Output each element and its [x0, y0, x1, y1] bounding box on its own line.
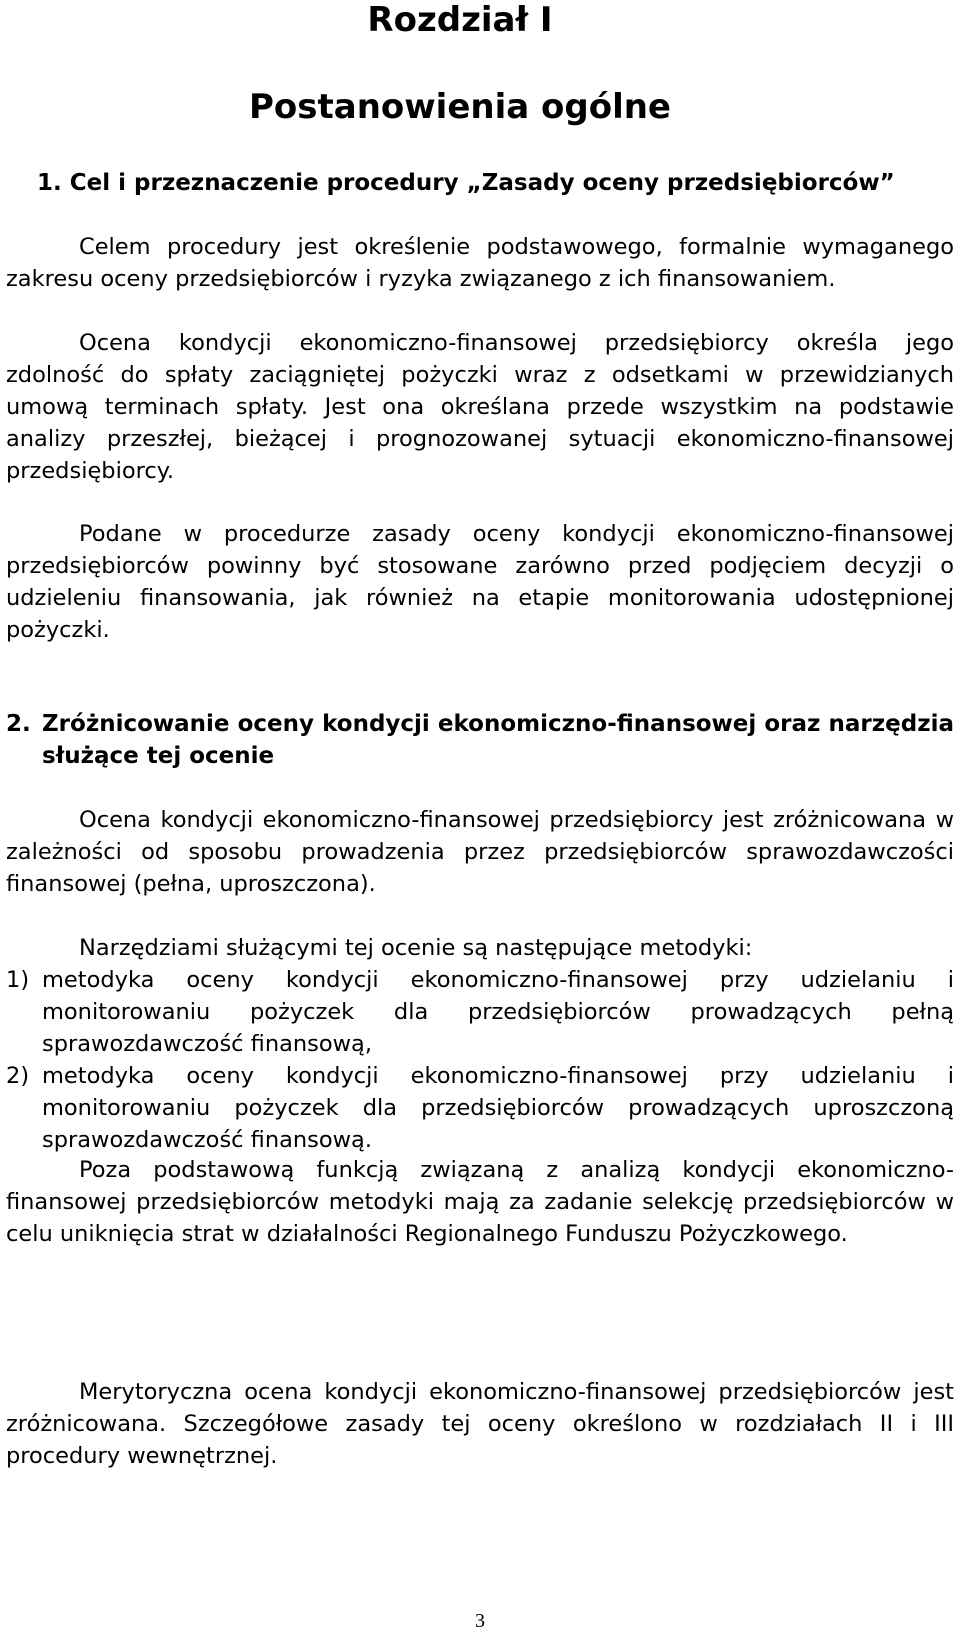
- chapter-title: Rozdział I: [367, 0, 553, 40]
- page-number: 3: [475, 1610, 485, 1632]
- section-2-paragraph-1: Ocena kondycji ekonomiczno-finansowej przedsiębiorcy jest zróżnicowana w zależności od sposobu prowadzenia przez przedsiębiorców sprawozdawczości finansowej (pełna, uproszczona).: [6, 807, 954, 897]
- section-2-heading-block: [6, 708, 954, 772]
- list-item-number: 1): [6, 967, 30, 993]
- chapter-subtitle: Postanowienia ogólne: [248, 87, 671, 127]
- section-2-paragraph-3-block: [6, 1376, 954, 1472]
- section-2-heading: [6, 708, 954, 772]
- section-1-paragraph-1: Celem procedury jest określenie podstawowego, formalnie wymaganego zakresu oceny przedsiębiorców i ryzyka związanego z ich finansowaniem.: [6, 234, 954, 292]
- section-1-paragraph-3: Podane w procedurze zasady oceny kondycji ekonomiczno-finansowej przedsiębiorców powinny być stosowane zarówno przed podjęciem decyzji o udzieleniu finansowania, jak również na etapie monitorowania udostępnionej pożyczki.: [6, 521, 954, 643]
- list-item-text: metodyka oceny kondycji ekonomiczno-finansowej przy udzielaniu i monitorowaniu pożyczek dla przedsiębiorców prowadzących uproszczoną sprawozdawczość finansową.: [42, 1063, 954, 1153]
- section-1-paragraph-1-block: [6, 231, 954, 295]
- list-item: [6, 1060, 954, 1156]
- list-item-number: 2): [6, 1063, 30, 1089]
- section-1-paragraph-2: Ocena kondycji ekonomiczno-finansowej przedsiębiorcy określa jego zdolność do spłaty zaciągniętej pożyczki wraz z odsetkami w przewidzianych umową terminach spłaty. Jest ona określana przede wszystkim na podstawie analizy przeszłej, bieżącej i prognozowanej sytuacji ekonomiczno-finansowej przedsiębiorcy.: [6, 330, 954, 484]
- list-item: [6, 964, 954, 1060]
- section-2-paragraph-3: Merytoryczna ocena kondycji ekonomiczno-finansowej przedsiębiorców jest zróżnicowana. Szczegółowe zasady tej oceny określono w rozdziałach II i III procedury wewnętrznej.: [6, 1379, 954, 1469]
- document-page: [6, 0, 954, 1632]
- section-1-paragraph-3-block: [6, 518, 954, 646]
- section-1: [6, 167, 954, 199]
- section-2-title: Zróżnicowanie oceny kondycji ekonomiczno-finansowej oraz narzędzia służące tej ocenie: [42, 711, 954, 769]
- section-2-paragraph-1-block: [6, 804, 954, 900]
- section-2-number: 2.: [6, 711, 31, 737]
- section-1-paragraph-2-block: [6, 327, 954, 487]
- section-2-paragraph-2: Poza podstawową funkcją związaną z analizą kondycji ekonomiczno-finansowej przedsiębiorców metodyki mają za zadanie selekcję przedsiębiorców w celu uniknięcia strat w działalności Regionalnego Funduszu Pożyczkowego.: [6, 1157, 954, 1247]
- section-2-list-block: [6, 932, 954, 1156]
- list-item-text: metodyka oceny kondycji ekonomiczno-finansowej przy udzielaniu i monitorowaniu pożyczek dla przedsiębiorców prowadzących pełną sprawozdawczość finansową,: [42, 967, 954, 1057]
- section-2-paragraph-2-block: [6, 1154, 954, 1250]
- methodology-list: [6, 964, 954, 1156]
- section-2-list-intro: Narzędziami służącymi tej ocenie są następujące metodyki:: [79, 935, 753, 961]
- section-1-heading: 1. Cel i przeznaczenie procedury „Zasady oceny przedsiębiorców”: [37, 170, 895, 196]
